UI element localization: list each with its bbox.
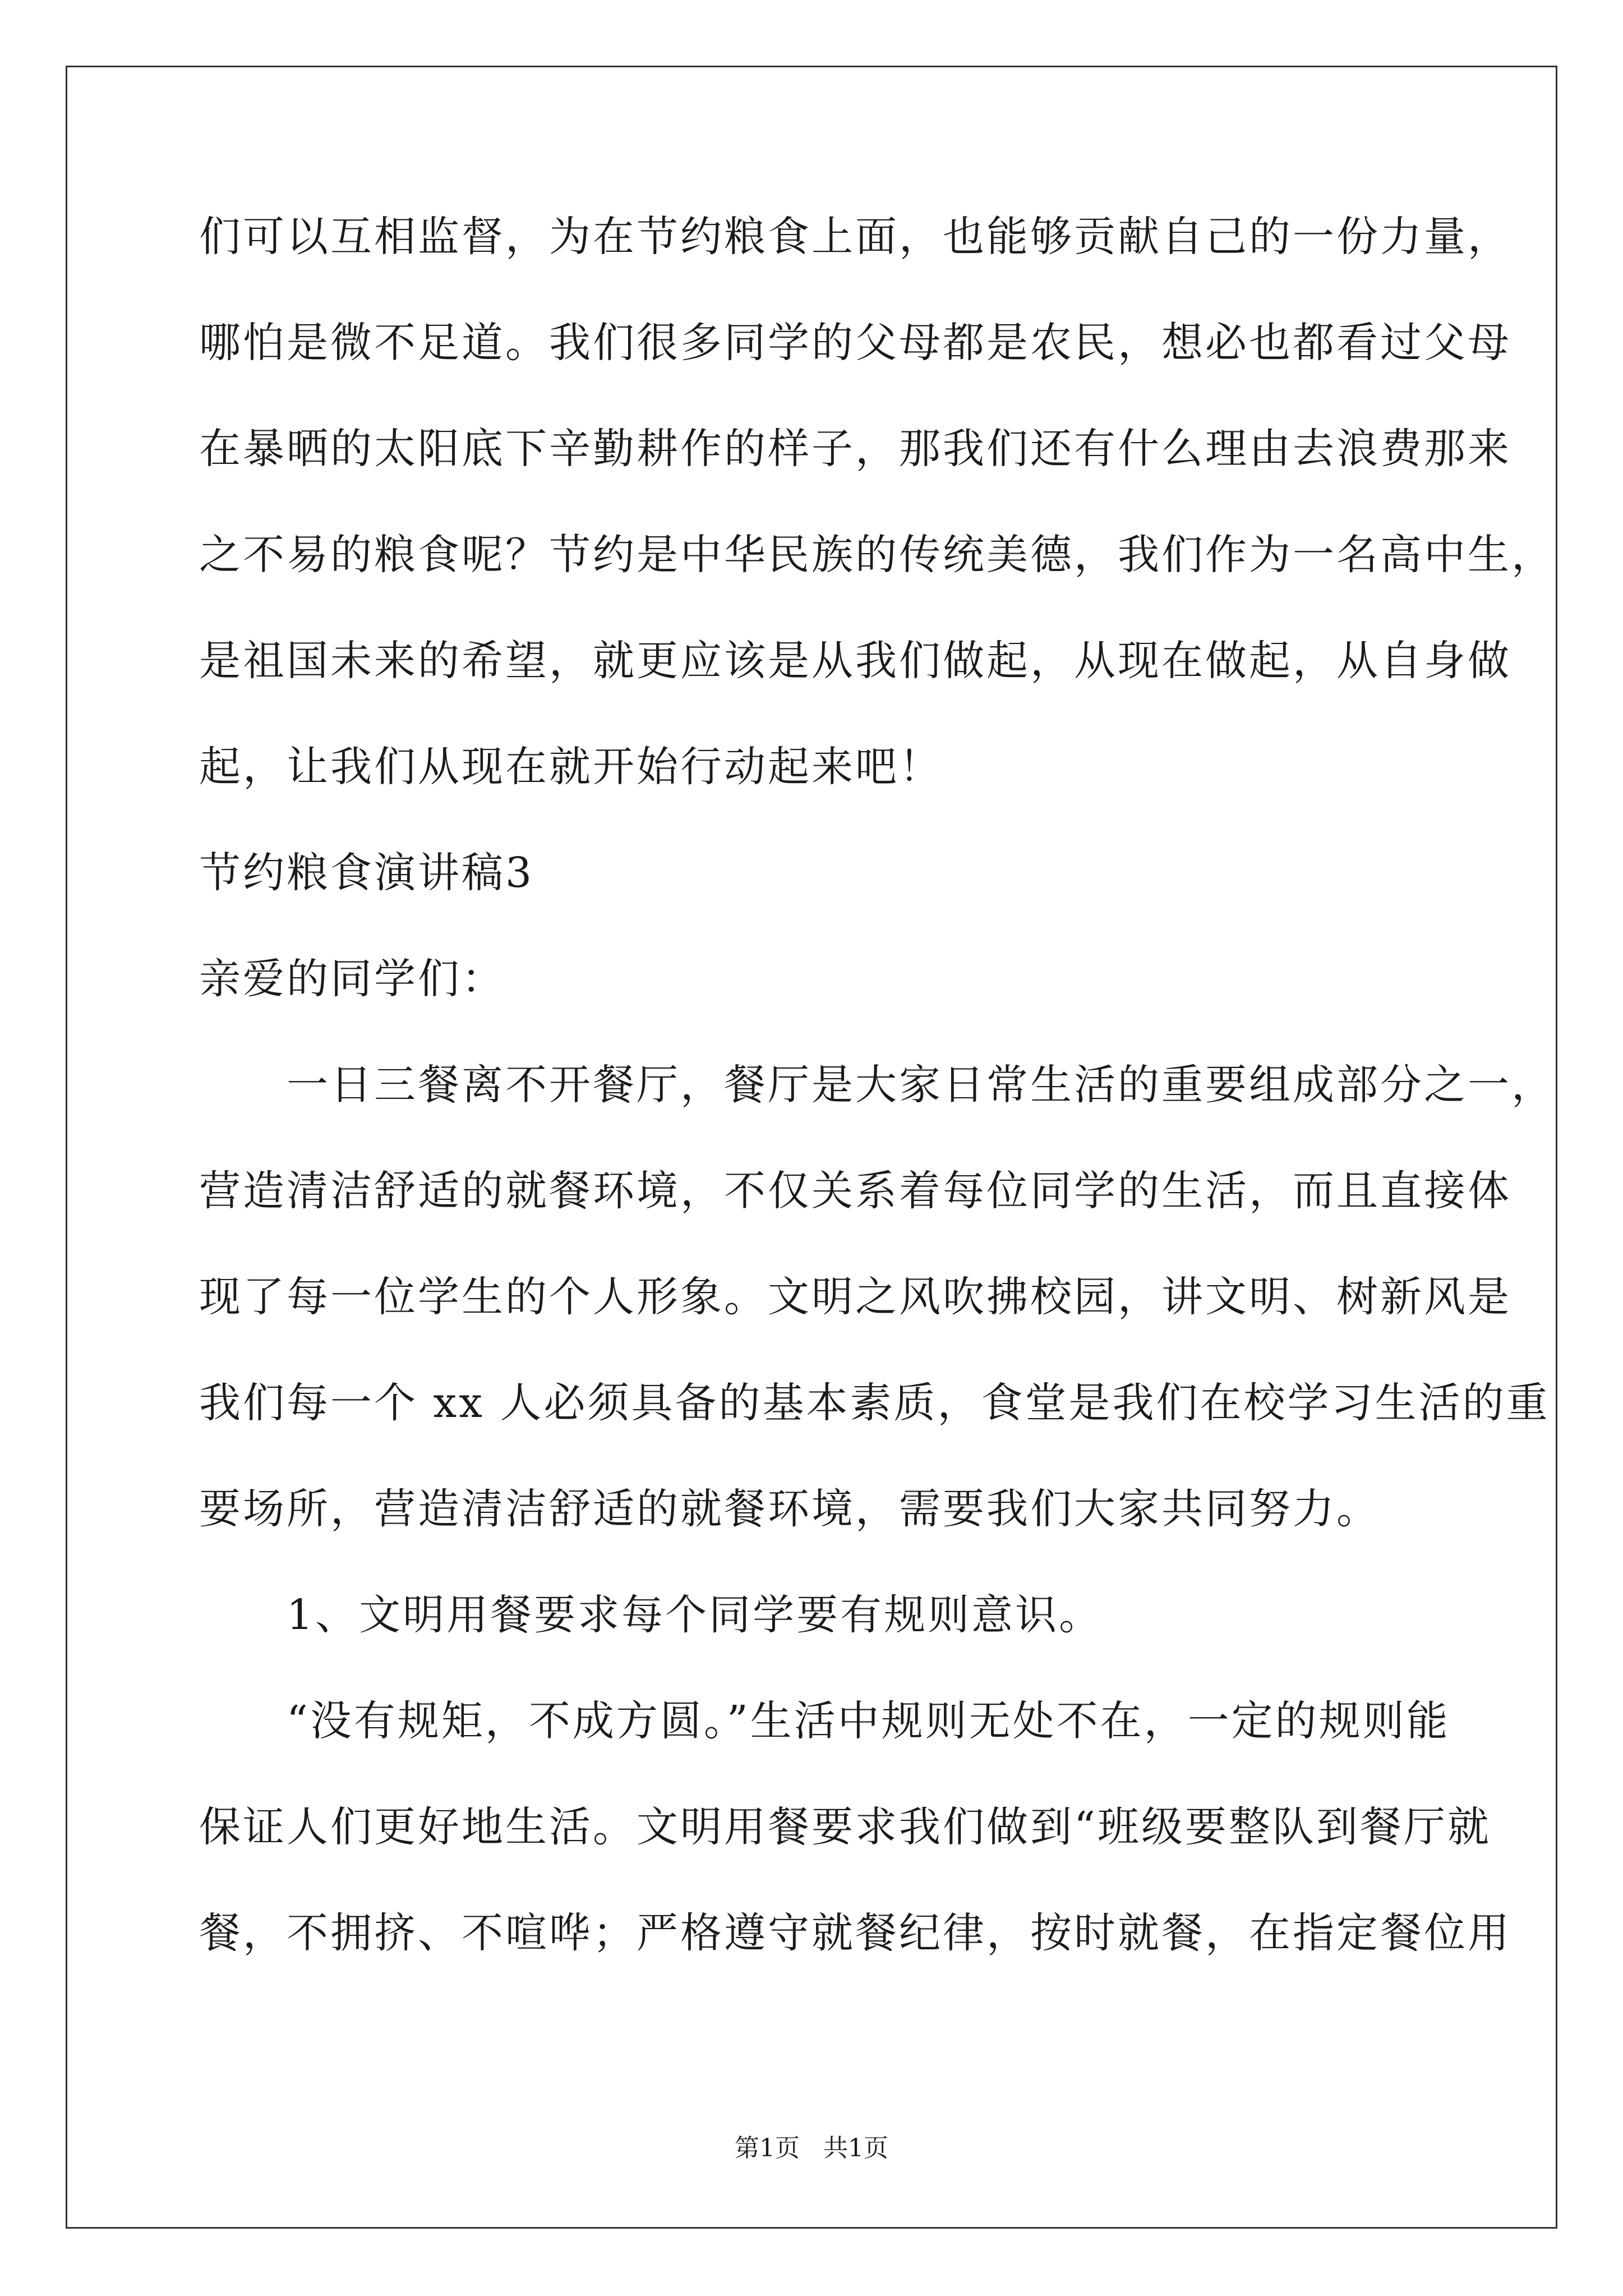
page-border [66, 66, 1557, 2229]
section-heading: 节约粮食演讲稿3 [199, 849, 534, 897]
body-line-6: 起，让我们从现在就开始行动起来吧！ [199, 743, 943, 791]
body-line-5: 是祖国未来的希望，就更应该是从我们做起，从现在做起，从自身做 [199, 637, 1511, 685]
body-line-1: 们可以互相监督，为在节约粮食上面，也能够贡献自己的一份力量， [199, 213, 1511, 261]
body-line-3: 在暴晒的太阳底下辛勤耕作的样子，那我们还有什么理由去浪费那来 [199, 425, 1511, 473]
body-line-11: 现了每一位学生的个人形象。文明之风吹拂校园，讲文明、树新风是 [199, 1273, 1511, 1321]
body-line-15: “没有规矩，不成方圆。”生活中规则无处不在，一定的规则能 [199, 1697, 1450, 1745]
list-item-1: 1、文明用餐要求每个同学要有规则意识。 [199, 1591, 1103, 1639]
page-footer: 第1页 共1页 [735, 2134, 888, 2162]
body-line-2: 哪怕是微不足道。我们很多同学的父母都是农民，想必也都看过父母 [199, 319, 1511, 367]
body-line-17: 餐，不拥挤、不喧哗；严格遵守就餐纪律，按时就餐，在指定餐位用 [199, 1909, 1511, 1957]
body-line-16: 保证人们更好地生活。文明用餐要求我们做到“班级要整队到餐厅就 [199, 1803, 1491, 1851]
body-line-9: 一日三餐离不开餐厅，餐厅是大家日常生活的重要组成部分之一， [199, 1061, 1555, 1109]
salutation: 亲爱的同学们： [199, 955, 505, 1003]
body-line-4: 之不易的粮食呢？节约是中华民族的传统美德，我们作为一名高中生， [199, 531, 1555, 579]
body-line-12: 我们每一个 xx 人必须具备的基本素质，食堂是我们在校学习生活的重 [199, 1379, 1550, 1427]
body-line-13: 要场所，营造清洁舒适的就餐环境，需要我们大家共同努力。 [199, 1485, 1380, 1533]
body-line-10: 营造清洁舒适的就餐环境，不仅关系着每位同学的生活，而且直接体 [199, 1167, 1511, 1215]
